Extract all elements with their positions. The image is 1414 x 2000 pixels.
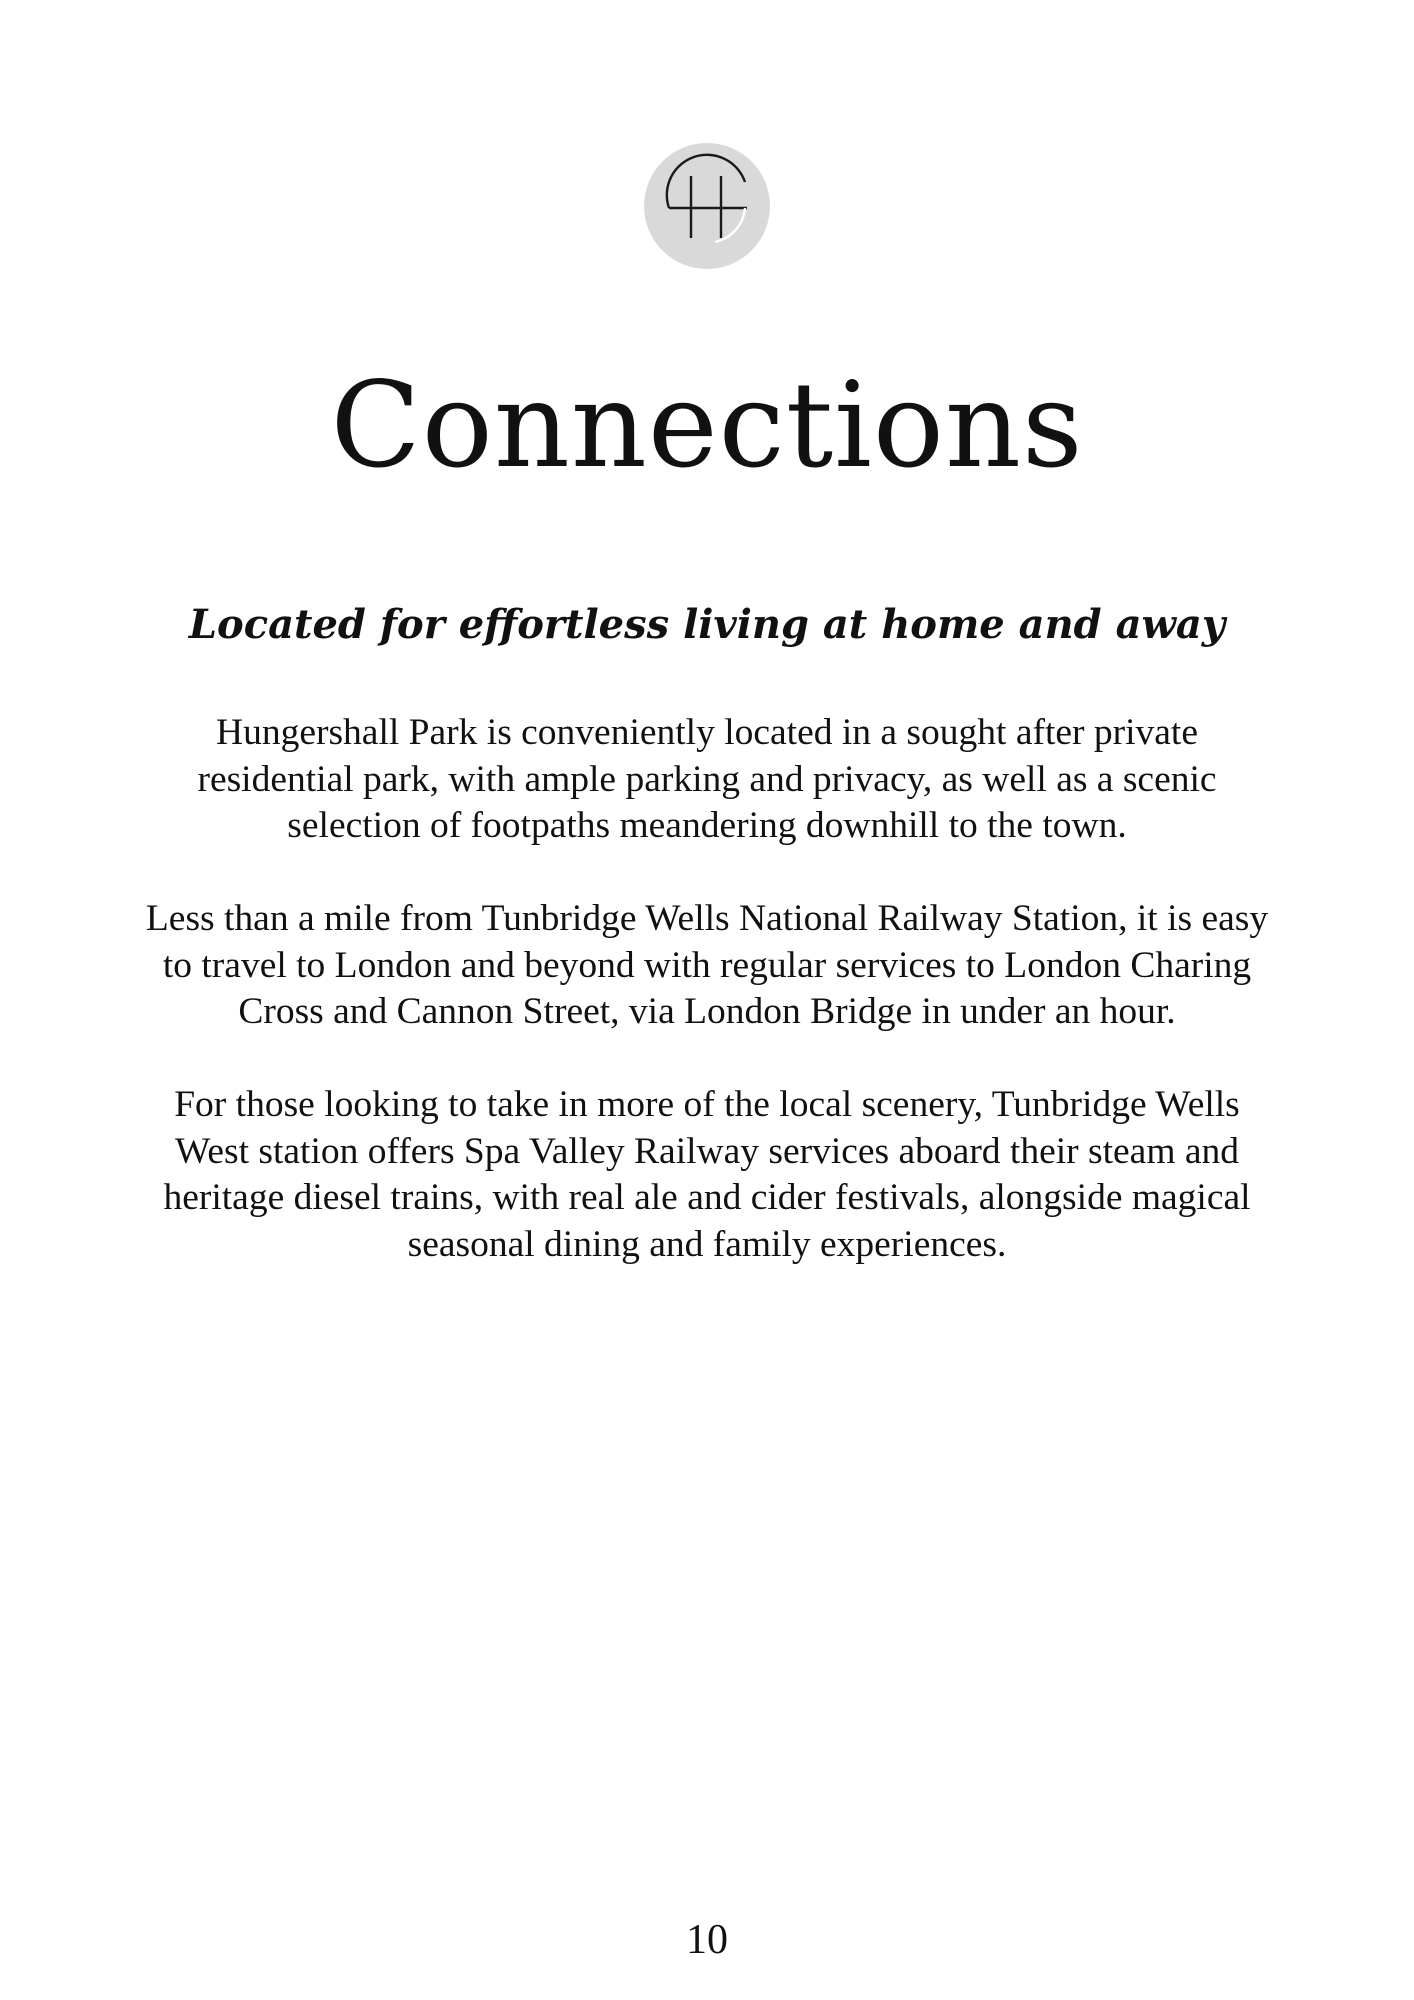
page-subtitle: Located for effortless living at home and away	[188, 601, 1226, 648]
hg-monogram-logo-icon	[643, 142, 771, 270]
page-title: Connections	[330, 356, 1084, 494]
body-paragraph: For those looking to take in more of the local scenery, Tunbridge Wells West station offers Spa Valley Railway services aboard their steam and heritage diesel trains, with real ale and cider festivals, alongside magical seasonal dining and family experiences.	[163, 1084, 1251, 1265]
body-paragraph: Less than a mile from Tunbridge Wells National Railway Station, it is easy to travel to London and beyond with regular services to London Charing Cross and Cannon Street, via London Bridge in under an hour.	[145, 898, 1269, 1032]
body-text	[140, 710, 1274, 1315]
page-number: 10	[686, 1917, 728, 1963]
body-paragraph: Hungershall Park is conveniently located in a sought after private residential park, with ample parking and privacy, as well as a scenic selection of footpaths meandering downhill to the town.	[197, 712, 1217, 846]
